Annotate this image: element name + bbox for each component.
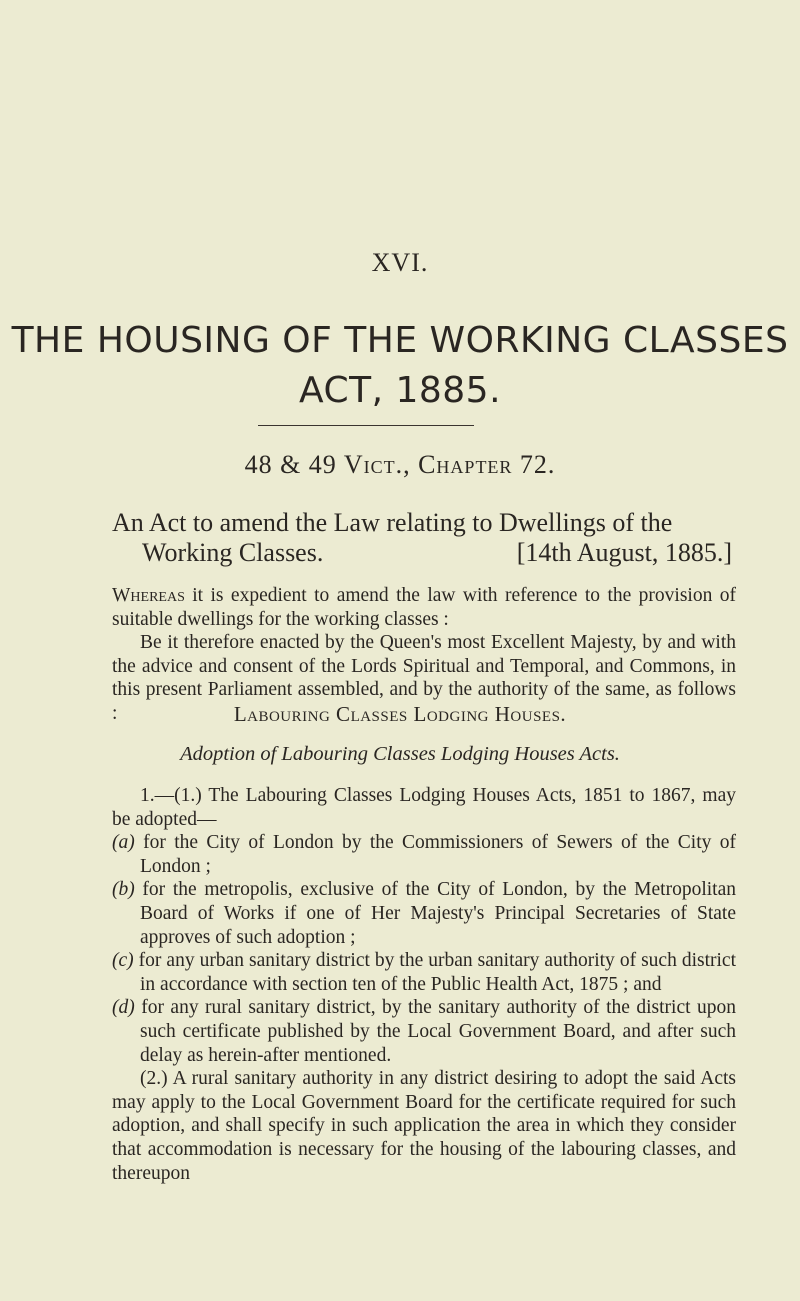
long-title-subject: Working Classes.	[142, 538, 324, 567]
clause-label: (d)	[112, 997, 135, 1019]
long-title	[112, 508, 732, 568]
long-title-line-2	[112, 538, 732, 568]
section-1	[112, 784, 736, 1185]
preamble-lead-word: Whereas	[112, 585, 185, 606]
clause-text: for the metropolis, exclusive of the City of London, by the Metropolitan Board of Works if one of Her Majesty's Principal Secretaries of State approves of such adoption ;	[134, 879, 736, 948]
part-heading: Labouring Classes Lodging Houses.	[233, 702, 567, 726]
clause-text: for any urban sanitary district by the urban sanitary authority of such district in accordance with section ten of the Public Health Act, 1875 ; and	[133, 950, 736, 995]
act-title-line-2: ACT, 1885.	[298, 370, 502, 411]
title-divider	[258, 425, 474, 426]
section-heading: Adoption of Labouring Classes Lodging Houses Acts.	[180, 743, 620, 765]
clause-text: for any rural sanitary district, by the sanitary authority of the district upon such certificate published by the Local Government Board, and after such delay as herein-after mentioned.	[134, 997, 736, 1066]
clause-d	[112, 996, 736, 1067]
clause-a	[112, 831, 736, 878]
act-title	[0, 316, 800, 416]
act-title-line-1: THE HOUSING OF THE WORKING CLASSES	[11, 320, 789, 361]
section-1-subsection-2: (2.) A rural sanitary authority in any district desiring to adopt the said Acts may apply to the Local Government Board for the certificate required for such adoption, and shall specify in such application the area in which they consider that accommodation is necessary for the housing of the labouring classes, and thereupon	[112, 1068, 736, 1184]
chapter-number: XVI.	[371, 248, 429, 277]
assent-date: [14th August, 1885.]	[516, 538, 732, 567]
clause-label: (a)	[112, 832, 135, 854]
enacting-formula: Be it therefore enacted by the Queen's most Excellent Majesty, by and with the advice and consent of the Lords Spiritual and Temporal, and Commons, in this present Parliament assembled, and by the authority of the same, as follows :	[112, 632, 736, 724]
long-title-line-1: An Act to amend the Law relating to Dwellings of the	[112, 508, 673, 537]
clause-label: (b)	[112, 879, 135, 901]
section-1-intro: 1.—(1.) The Labouring Classes Lodging Houses Acts, 1851 to 1867, may be adopted—	[112, 785, 736, 830]
clause-c	[112, 949, 736, 996]
clause-label: (c)	[112, 950, 134, 972]
preamble-text: it is expedient to amend the law with reference to the provision of suitable dwellings for the working classes :	[112, 585, 736, 630]
clause-text: for the City of London by the Commissioners of Sewers of the City of London ;	[134, 832, 736, 877]
preamble-paragraph	[112, 584, 736, 631]
clause-b	[112, 878, 736, 949]
statute-reference: 48 & 49 Vict., Chapter 72.	[244, 450, 556, 479]
